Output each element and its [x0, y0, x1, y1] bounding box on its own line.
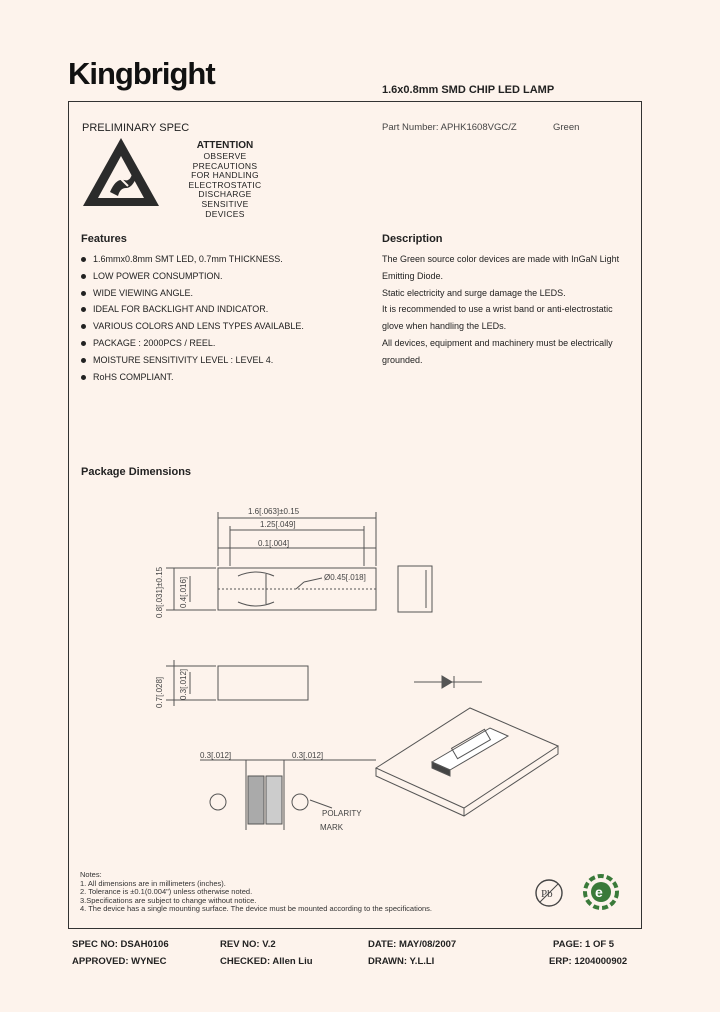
checked-by: CHECKED: Allen Liu — [220, 956, 313, 967]
description-line: Static electricity and surge damage the LEDS. — [382, 287, 566, 298]
part-color: Green — [553, 122, 580, 133]
feature-item: MOISTURE SENSITIVITY LEVEL : LEVEL 4. — [81, 352, 371, 369]
dim-pad-left: 0.3[.012] — [200, 751, 232, 760]
erp-number: ERP: 1204000902 — [549, 956, 628, 967]
feature-item: VARIOUS COLORS AND LENS TYPES AVAILABLE. — [81, 318, 371, 335]
pb-free-icon — [534, 878, 564, 908]
feature-item: WIDE VIEWING ANGLE. — [81, 285, 371, 302]
dim-height-inner: 0.3[.012] — [179, 668, 188, 700]
description-line: The Green source color devices are made with InGaN Light — [382, 254, 620, 264]
package-heading: Package Dimensions — [81, 466, 192, 478]
feature-item: IDEAL FOR BACKLIGHT AND INDICATOR. — [81, 301, 371, 318]
feature-item: 1.6mmx0.8mm SMT LED, 0.7mm THICKNESS. — [81, 251, 371, 268]
page-number: PAGE: 1 OF 5 — [553, 939, 615, 950]
features-heading: Features — [81, 233, 127, 245]
feature-item: RoHS COMPLIANT. — [81, 369, 371, 386]
front-profile-body — [218, 666, 308, 700]
dim-inner: 1.25[.049] — [260, 520, 296, 529]
dim-pad-right: 0.3[.012] — [292, 751, 324, 760]
description-line: Emitting Diode. — [382, 270, 444, 281]
rev-no: REV NO: V.2 — [220, 939, 276, 950]
dim-width-inner: 0.4[.016] — [179, 576, 188, 608]
description-line: It is recommended to use a wrist band or anti-electrostatic — [382, 304, 613, 315]
note-line: 4. The device has a single mounting surface. The device must be mounted according to the specifications. — [80, 904, 433, 914]
dim-height: 0.7[.028] — [155, 676, 164, 708]
document-title: 1.6x0.8mm SMD CHIP LED LAMP — [382, 84, 555, 96]
features-list — [81, 251, 371, 385]
note-line: 2. Tolerance is ±0.1(0.004") unless otherwise noted. — [80, 887, 253, 897]
svg-text:e: e — [595, 884, 603, 900]
note-line: 1. All dimensions are in millimeters (inches). — [80, 878, 226, 888]
drawn-by: DRAWN: Y.L.LI — [368, 956, 435, 967]
description-line: All devices, equipment and machinery must be electrically — [382, 337, 613, 348]
mark-label: MARK — [320, 823, 344, 832]
dim-pad: 0.1[.004] — [258, 539, 290, 548]
attention-line: ELECTROSTATIC — [188, 179, 262, 190]
feature-item: LOW POWER CONSUMPTION. — [81, 268, 371, 285]
attention-line: DEVICES — [205, 208, 245, 219]
feature-item: PACKAGE : 2000PCS / REEL. — [81, 335, 371, 352]
spec-no: SPEC NO: DSAH0106 — [72, 939, 169, 950]
esd-warning-icon — [80, 134, 162, 210]
note-line: 3.Specifications are subject to change without notice. — [80, 895, 257, 905]
brand-logo: Kingbright — [68, 56, 215, 91]
description-heading: Description — [382, 233, 443, 245]
side-view-body — [398, 566, 432, 612]
package-drawing — [70, 490, 640, 865]
dim-lens: Ø0.45[.018] — [324, 573, 366, 582]
svg-text:Pb: Pb — [541, 888, 553, 900]
attention-lines — [170, 152, 280, 219]
attention-title: ATTENTION — [196, 140, 254, 151]
notes-title: Notes: — [80, 870, 102, 879]
part-number: Part Number: APHK1608VGC/Z — [382, 122, 517, 133]
description-line: grounded. — [382, 354, 423, 365]
description-line: glove when handling the LEDs. — [382, 321, 507, 332]
polarity-label: POLARITY — [322, 809, 362, 818]
approved-by: APPROVED: WYNEC — [72, 956, 167, 967]
dim-length: 1.6[.063]±0.15 — [248, 507, 300, 516]
dim-width: 0.8[.031]±0.15 — [155, 566, 164, 618]
preliminary-label: PRELIMINARY SPEC — [82, 122, 190, 134]
notes-block — [80, 871, 432, 914]
attention-line: OBSERVE PRECAUTIONS — [192, 151, 258, 171]
attention-line: SENSITIVE — [201, 198, 249, 209]
attention-line: FOR HANDLING — [191, 170, 259, 181]
date: DATE: MAY/08/2007 — [368, 939, 457, 950]
attention-line: DISCHARGE — [198, 189, 252, 200]
rohs-e-icon — [582, 873, 620, 911]
description-list — [382, 251, 637, 369]
